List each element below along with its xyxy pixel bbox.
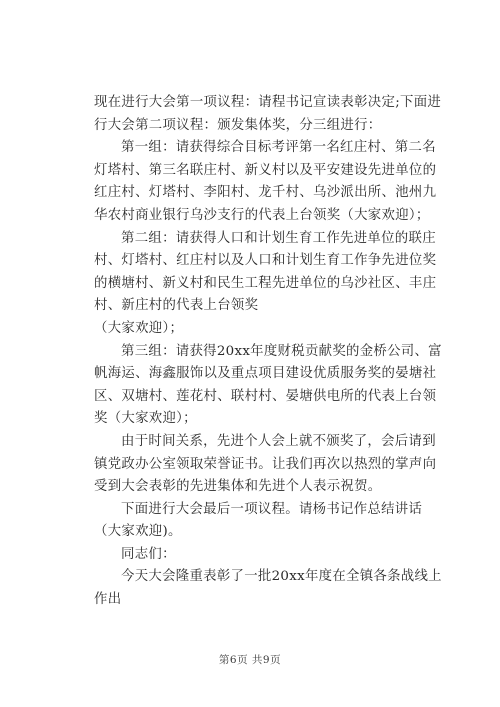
paragraph-final-agenda: 下面进行大会最后一项议程。请杨书记作总结讲话（大家欢迎)。 — [94, 501, 423, 540]
paragraph-group-three: 第三组：请获得20xx年度财税贡献奖的金桥公司、富帆海运、海鑫服饰以及重点项目建设优质服务奖的晏塘社区、双塘村、莲花村、联村村、晏塘供电所的代表上台领奖（大家欢迎）； — [94, 343, 442, 427]
paragraph-salutation: 同志们： — [121, 546, 176, 562]
paragraph-applause: （大家欢迎）； — [94, 320, 184, 336]
paragraph-group-two: 第二组：请获得人口和计划生育工作先进单位的联庄村、灯塔村、红庄村以及人口和计划生育工作争先进位奖的横塘村、新义村和民生工程先进单位的乌沙社区、丰庄村、新庄村的代表上台领奖 — [94, 230, 437, 314]
paragraph-group-one: 第一组：请获得综合目标考评第一名红庄村、第二名灯塔村、第三名联庄村、新义村以及平安建设先进单位的红庄村、灯塔村、李阳村、龙千村、乌沙派出所、池州九华农村商业银行乌沙支行的代表上台领奖（大家欢迎）； — [94, 140, 437, 223]
paragraph-speech-start: 今天大会隆重表彰了一批20xx年度在全镇各条战线上作出 — [94, 569, 442, 608]
paragraph-agenda-intro: 现在进行大会第一项议程：请程书记宣读表彰决定;下面进行大会第二项议程：颁发集体奖，分三组进行： — [94, 95, 442, 133]
paragraph-individual-awards: 由于时间关系，先进个人会上就不颁奖了，会后请到镇党政办公室领取荣誉证书。让我们再次以热烈的掌声向受到大会表彰的先进集体和先进个人表示祝贺。 — [94, 433, 437, 495]
page-number-footer: 第6页 共9页 — [218, 654, 282, 666]
document-body — [94, 92, 442, 612]
